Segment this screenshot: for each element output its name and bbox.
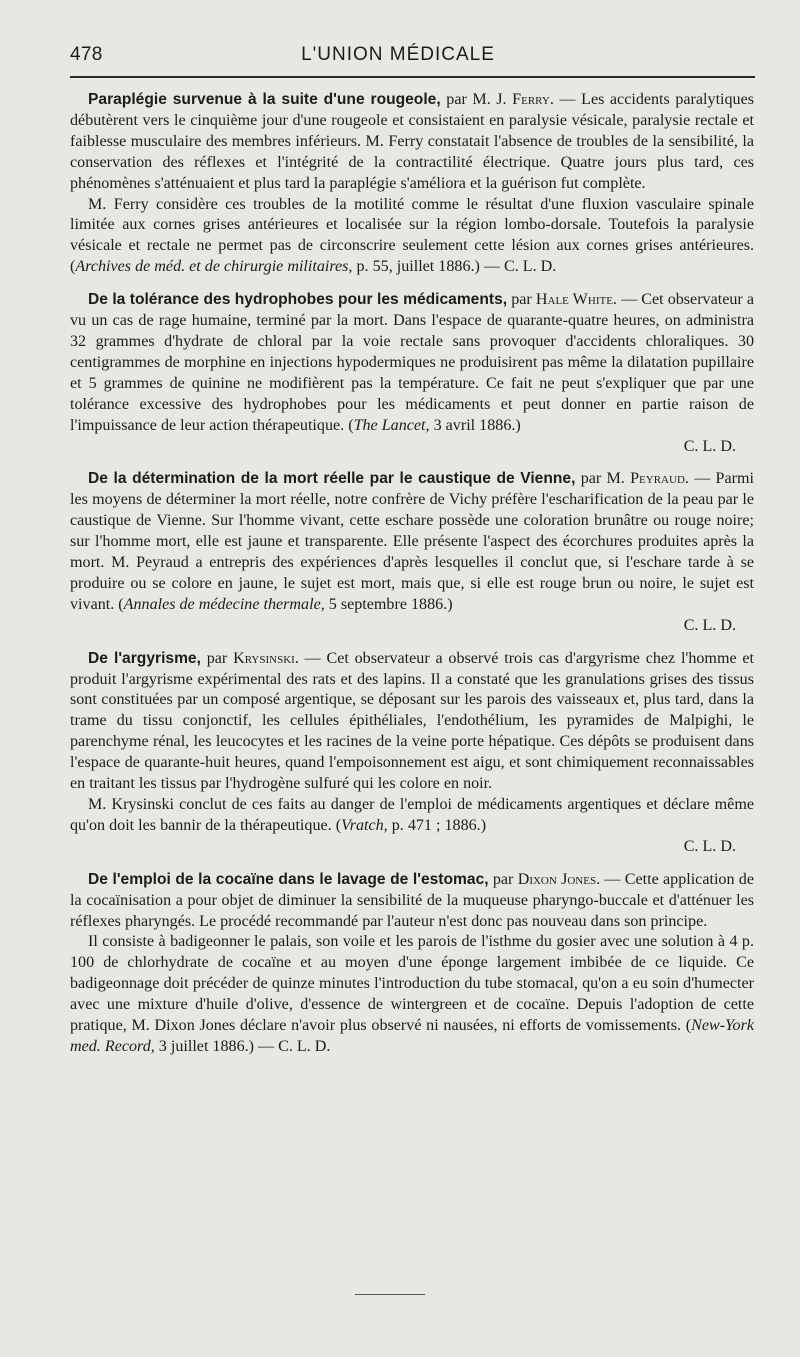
citation-details: p. 55, juillet 1886.) — C. L. D.	[356, 258, 557, 276]
article-signature: C. L. D.	[683, 437, 736, 455]
article-paraplegie	[70, 90, 754, 278]
article-title: De la tolérance des hydrophobes pour les médicaments,	[88, 291, 508, 309]
article-title: De l'argyrisme,	[88, 649, 201, 667]
article-title: Paraplégie survenue à la suite d'une rougeole,	[88, 91, 441, 108]
article-paragraph	[70, 649, 754, 795]
article-argyrisme	[70, 649, 754, 858]
page-header	[70, 44, 754, 66]
article-paragraph	[70, 870, 754, 933]
article-text: Il consiste à badigeonner le palais, son voile et les parois de l'isthme du gosier avec une solution à 4 p. 100 de chlorhydrate de cocaïne et au moyen d'une éponge largement imbibée de ce liquide. Ce badigeonnage doit précéder de quinze minutes l'introduction du tube stomacal, qu'on a eu soin d'humecter avec une mixture d'huile d'olive, d'essence de wintergreen et de cocaïne. Depuis l'adoption de cette pratique, M. Dixon Jones déclare n'avoir plus observé ni nausées, ni efforts de vomissements.	[70, 933, 754, 1035]
article-signature: C. L. D.	[683, 837, 736, 855]
article-author: Dixon Jones.	[517, 870, 601, 888]
article-cocaine	[70, 870, 754, 1058]
citation-details: 3 avril 1886.)	[433, 416, 521, 434]
citation-details: 5 septembre 1886.)	[328, 595, 453, 613]
article-author: Ferry.	[512, 91, 554, 108]
citation-open: (	[348, 416, 354, 434]
citation-source: New-York med. Record,	[70, 1017, 754, 1055]
journal-title: L'UNION MÉDICALE	[301, 44, 495, 65]
article-text: — Parmi les moyens de déterminer la mort réelle, notre confrère de Vichy préfère l'escharification de la peau par le caustique de Vienne. Sur l'homme vivant, cette eschare possède une coloration brunâtre ou rouge noire; sur l'homme mort, elle est jaune et transparente. Elle présente l'aspect des écorchures produites après la mort. M. Peyraud a entrepris des expériences d'après lesquelles il conclut que, si l'eschare tarde à se produire ou se colore en jaune, le sujet est mort, mais que, si elle est rouge brun ou noire, le sujet est vivant.	[70, 470, 754, 613]
citation-source: The Lancet,	[353, 416, 430, 434]
citation-source: Archives de méd. et de chirurgie militaires,	[75, 258, 353, 276]
article-paragraph	[70, 932, 754, 1057]
citation-details: p. 471 ; 1886.)	[391, 816, 487, 834]
author-prefix: par	[492, 870, 514, 888]
article-paragraph	[70, 469, 754, 615]
citation-details: 3 juillet 1886.) — C. L. D.	[158, 1037, 331, 1055]
citation-source: Vratch,	[341, 816, 388, 834]
article-paragraph	[70, 90, 754, 195]
article-text: M. Krysinski conclut de ces faits au danger de l'emploi de médicaments argentiques et déclare même qu'on doit les bannir de la thérapeutique.	[70, 796, 754, 834]
article-paragraph	[70, 795, 754, 837]
page-number: 478	[70, 44, 103, 65]
article-paragraph	[70, 290, 754, 436]
author-prefix: par	[206, 649, 228, 667]
article-paragraph	[70, 195, 754, 279]
author-prefix: par M.	[580, 470, 625, 488]
footer-rule	[355, 1294, 425, 1295]
article-author: Hale White.	[535, 291, 617, 309]
citation-open: (	[70, 258, 76, 276]
article-signature: C. L. D.	[683, 616, 736, 634]
citation-source: Annales de médecine thermale,	[123, 595, 325, 613]
article-hydrophobes	[70, 290, 754, 457]
article-author: Krysinski.	[233, 649, 299, 667]
article-text: — Les accidents paralytiques débutèrent vers le cinquième jour d'une rougeole et consistaient en paralysie vésicale, paralysie rectale et faiblesse musculaire des membres inférieurs. M. Ferry constatait l'absence de troubles de la sensibilité, la conservation des réflexes et l'intégrité de la contractilité électrique. Quatre jours plus tard, ces phénomènes s'atténuaient et plus tard la paraplégie s'améliora et la guérison fut complète.	[70, 91, 755, 192]
article-title: De la détermination de la mort réelle par le caustique de Vienne,	[88, 470, 576, 488]
article-title: De l'emploi de la cocaïne dans le lavage de l'estomac,	[88, 870, 489, 888]
citation-open: (	[685, 1017, 692, 1035]
article-text: — Cet observateur a observé trois cas d'argyrisme chez l'homme et produit l'argyrisme expérimental des rats et des lapins. Il a constaté que les granulations grises des tissus sont constituées par un composé argentique, se déposant sur les parois des vaisseaux et, plus tard, dans la trame du tissu conjonctif, les cellules épithéliales, l'endothélium, les pyramides de Malpighi, le parenchyme rénal, les leucocytes et les racines de la veine porte hépatique. Ces dépôts se produisent dans l'espace de quarante-huit heures, quand l'empoisonnement est aigu, et sont chimiquement reconnaissables en traitant les tissus par l'hydrogène sulfuré qui les colore en noir.	[70, 649, 754, 793]
article-text: M. Ferry considère ces troubles de la motilité comme le résultat d'une fluxion vasculaire spinale limitée aux cornes grises antérieures et localisée sur la région lombo-dorsale. Toutefois la paralysie vésicale et rectale ne permet pas de circonscrire seulement cette lésion aux cornes grises antérieures.	[70, 195, 754, 255]
article-author: Peyraud.	[630, 470, 689, 488]
article-mort-reelle	[70, 469, 754, 636]
citation-open: (	[118, 595, 124, 613]
article-text: — Cet observateur a vu un cas de rage humaine, terminé par la mort. Dans l'espace de quarante-quatre heures, on administra 32 grammes d'hydrate de chloral par la voie rectale sans provoquer d'accidents chloraliques. 30 centigrammes de morphine en injections hypodermiques ne produisirent pas même la dilatation pupillaire et 5 grammes de quinine ne modifièrent pas la température. Ce fait ne peut s'expliquer que par une tolérance excessive des hydrophobes pour les médicaments et peut donner en partie raison de l'impuissance de leur action thérapeutique.	[70, 291, 755, 434]
author-prefix: par M. J.	[446, 91, 507, 108]
article-text: — Cette application de la cocaïnisation a pour objet de diminuer la sensibilité de la muqueuse pharyngo-buccale et d'atténuer les réflexes pharyngés. Le procédé recommandé par l'auteur n'est donc pas nouveau dans son principe.	[70, 870, 754, 930]
citation-open: (	[335, 816, 342, 834]
header-rule	[70, 76, 755, 78]
author-prefix: par	[511, 291, 532, 309]
